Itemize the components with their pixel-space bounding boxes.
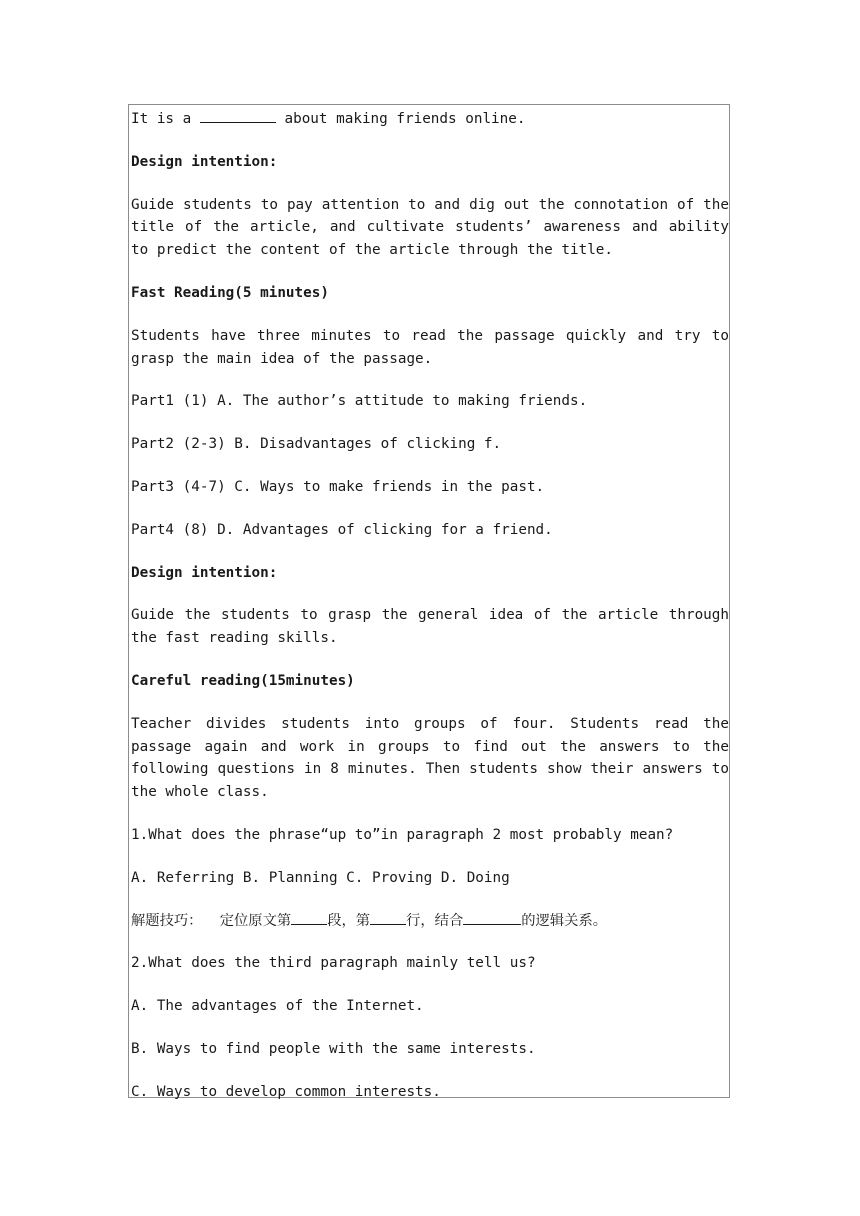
careful-reading-heading: Careful reading(15minutes) <box>131 672 355 689</box>
tip-part-a: 解题技巧： 定位原文第 <box>131 912 292 929</box>
design-intention-text-2: Guide the students to grasp the general idea of the article through the fast reading skills. <box>131 607 738 647</box>
part-2-line: Part2 (2-3) B. Disadvantages of clicking f. <box>131 436 502 453</box>
design-intention-heading-2: Design intention: <box>131 564 278 581</box>
part-1-line: Part1 (1) A. The author’s attitude to making friends. <box>131 393 588 410</box>
design-intention-heading-1: Design intention: <box>131 153 278 170</box>
question-1: 1.What does the phrase“up to”in paragraph 2 most probably mean? <box>131 826 674 843</box>
fast-reading-heading: Fast Reading(5 minutes) <box>131 284 329 301</box>
blank-paragraph <box>291 910 327 925</box>
design-intention-text-1: Guide students to pay attention to and dig out the connotation of the title of the article, and cultivate students’ awareness and ability to predict the content of the article through the title. <box>131 196 738 259</box>
intro-prefix: It is a <box>131 111 200 127</box>
question-2: 2.What does the third paragraph mainly tell us? <box>131 955 536 972</box>
blank-line <box>370 910 406 925</box>
intro-suffix: about making friends online. <box>275 111 526 127</box>
part-4-line: Part4 (8) D. Advantages of clicking for a friend. <box>131 521 553 538</box>
question-1-options: A. Referring B. Planning C. Proving D. Doing <box>131 869 510 886</box>
tip-part-d: 的逻辑关系。 <box>521 912 608 929</box>
lesson-plan-table-cell <box>128 104 738 1100</box>
question-2-option-a: A. The advantages of the Internet. <box>131 998 424 1015</box>
tip-part-b: 段，第 <box>327 912 371 929</box>
intro-sentence <box>131 108 729 131</box>
fast-reading-text: Students have three minutes to read the passage quickly and try to grasp the main idea of the passage. <box>131 327 738 367</box>
careful-reading-text: Teacher divides students into groups of four. Students read the passage again and work in groups to find out the answers to the following questions in 8 minutes. Then students show their answers to the whole class. <box>131 715 738 801</box>
part-3-line: Part3 (4-7) C. Ways to make friends in the past. <box>131 478 545 495</box>
question-2-option-c: C. Ways to develop common interests. <box>131 1083 441 1100</box>
solving-tip <box>131 910 729 933</box>
question-2-option-b: B. Ways to find people with the same interests. <box>131 1040 536 1057</box>
tip-part-c: 行，结合 <box>406 912 464 929</box>
fill-in-blank <box>200 108 276 123</box>
blank-relation <box>463 910 521 925</box>
